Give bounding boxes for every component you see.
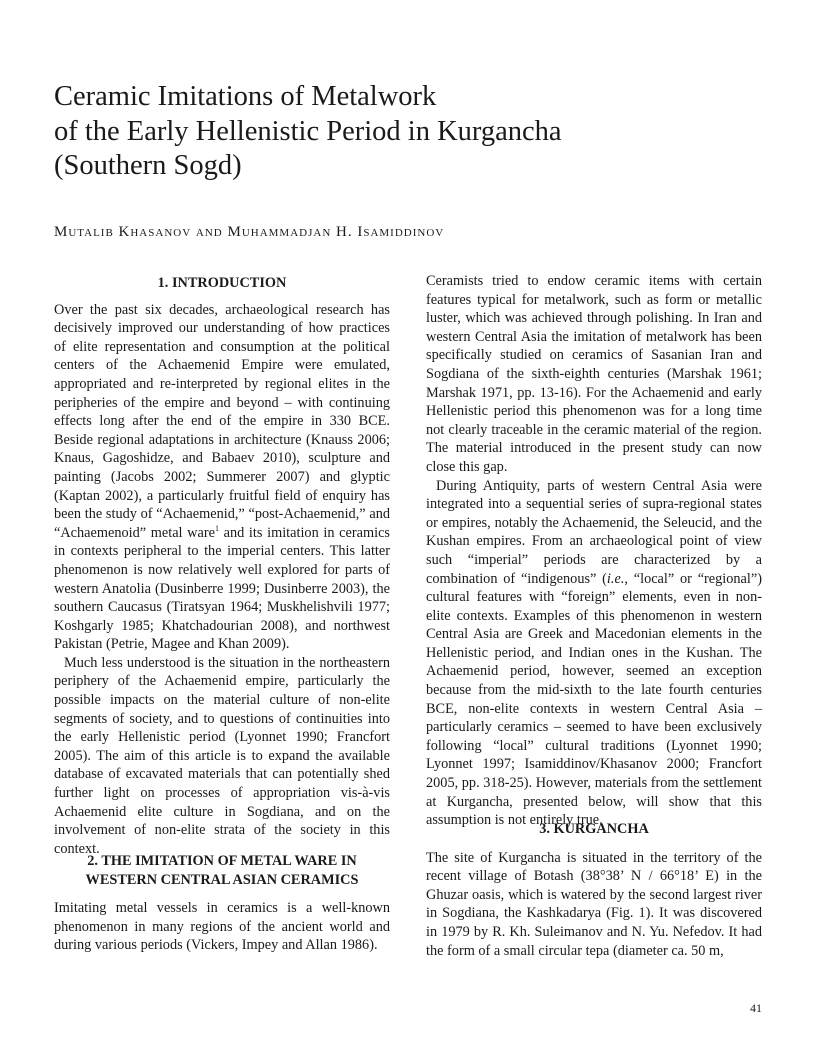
kurgancha-paragraph-1: The site of Kurgancha is situated in the territory of the recent village of Botash (38°38’ N / 66°18’ E) in the Ghuzar oasis, which is watered by the second largest river in Sogdiana, the Kashkadarya (Fig. 1). It was discovered in 1979 by R. Kh. Suleimanov and N. Yu. Nefedov. It had the form of a small circular tepa (diameter ca. 50 m,	[426, 849, 762, 959]
article-title	[54, 80, 754, 184]
footnote-marker: 1	[214, 523, 219, 533]
heading-introduction: 1. INTRODUCTION	[157, 275, 287, 291]
page-number: 41	[750, 1001, 762, 1015]
imitation-paragraph-3: During Antiquity, parts of western Central Asia were integrated into a sequential series of supra-regional states or empires, notably the Achaemenid, the Seleucid, and the Kushan empires. From an archaeological point of view such “imperial” periods are characterized by a combination of “indigenous” (i.e., “local” or “regional”) cultural features with “foreign” elements, even in non-elite contexts. Examples of this phenomenon in western Central Asia are Greek and Macedonian elements in the Hellenistic period, and Indian ones in the Kushan. The Achaemenid period, however, seemed an exception because from the mid-sixth to the late fourth centuries BCE, non-elite contexts in western Central Asia – particularly ceramics – seemed to have been exclusively following “local” cultural traditions (Lyonnet 1990; Lyonnet 1997; Isamiddinov/Khasanov 2000; Francfort 2005, pp. 318-25). However, materials from the settlement at Kurgancha, presented below, will show that this assumption is not entirely true.	[426, 477, 762, 829]
imitation-paragraph-2: Ceramists tried to endow ceramic items with certain features typical for metalwork, such as form or metallic luster, which was achieved through polishing. In Iran and western Central Asia the imitation of metalwork has been specifically studied on ceramics of Sasanian Iran and Sogdiana of the sixth-eighth centuries (Marshak 1961; Marshak 1971, pp. 13-16). For the Achaemenid and early Hellenistic period this phenomenon was for a long time not clearly traceable in the ceramic material of the region. The material introduced in the present study can now close this gap.	[426, 273, 762, 475]
article-authors: Mutalib Khasanov and Muhammadjan H. Isamiddinov	[54, 224, 445, 240]
title-line-3: (Southern Sogd)	[54, 150, 242, 181]
heading-imitation: 2. THE IMITATION OF METAL WARE IN WESTERN CENTRAL ASIAN CERAMICS	[85, 853, 359, 888]
title-line-1: Ceramic Imitations of Metalwork	[54, 81, 437, 112]
intro-paragraph-2: Much less understood is the situation in the northeastern periphery of the Achaemenid empire, particularly the possible impacts on the material culture of non-elite segments of society, and to questions of continuities into the early Hellenistic period (Lyonnet 1990; Francfort 2005). The aim of this article is to expand the available database of excavated materials that can potentially shed further light on processes of appropriation vis-à-vis Achaemenid elite culture in Sogdiana, and on the involvement of non-elite strata of the society in this context.	[54, 654, 390, 857]
right-column	[426, 272, 762, 830]
left-column-section-2	[54, 852, 390, 955]
heading-kurgancha: 3. KURGANCHA	[539, 821, 649, 837]
imitation-paragraph-1: Imitating metal vessels in ceramics is a well-known phenomenon in many regions of the ancient world and during various periods (Vickers, Impey and Allan 1986).	[54, 900, 390, 954]
intro-paragraph-1: Over the past six decades, archaeological research has decisively improved our understanding of how practices of elite representation and consumption at the political centers of the Achaemenid Empire were emulated, appropriated and re-interpreted by regional elites in the peripheries of the empire and beyond – with continuing effects long after the end of the empire in 330 BCE. Beside regional adaptations in architecture (Knauss 2006; Knaus, Gagoshidze, and Babaev 2010), sculpture and painting (Jacobs 2002; Summerer 2007) and glyptic (Kaptan 2002), a particularly fruitful field of enquiry has been the study of “Achaemenid,” “post-Achaemenid,” and “Achaemenoid” metal ware$^1$ and its imitation in ceramics in contexts peripheral to the imperial centers. This latter phenomenon is now relatively well explored for parts of western Anatolia (Dusinberre 1999; Dusinberre 2003), the southern Caucasus (Tiratsyan 1964; Muskhelishvili 1977; Koshgarly 1985; Khatchadourian 2008), and northwest Pakistan (Petrie, Magee and Khan 2009).	[54, 301, 390, 653]
title-line-2: of the Early Hellenistic Period in Kurgancha	[54, 115, 562, 147]
right-column-section-3	[426, 820, 762, 960]
left-column	[54, 274, 390, 858]
